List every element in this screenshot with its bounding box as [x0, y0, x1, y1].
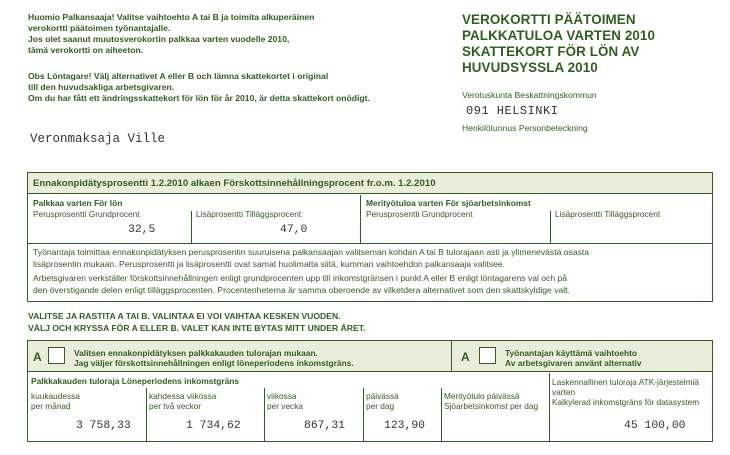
- personal-id-label: Henkilötunnus Personbeteckning: [462, 123, 588, 133]
- divider: [28, 243, 712, 244]
- income-limit-box: [27, 340, 713, 442]
- option-a-checkbox[interactable]: [48, 347, 65, 364]
- notice-line: Om du har fått ett ändringsskattekort för lön för år 2010, är detta skattekort onödigt.: [28, 93, 370, 103]
- explanation-line: lisäprosentin mukaan. Perusprosentti ja lisäprosentti ovat samat huolimatta siitä, kumman vaihtoehdon palkansaaja valitsee.: [33, 259, 505, 269]
- withholding-box: [27, 172, 713, 302]
- atk-limit-label: Laskennallinen tuloraja ATK-järjestelmiä varten Kalkylerad inkomstgräns för datasystem: [552, 377, 700, 407]
- value-week: 867,31: [304, 420, 346, 432]
- explanation-line: Arbetsgivaren verkställer förskottsinnehållningen enligt grundprocenten upp till inkomstgränsen i punkt A eller B enligt löntagarens val och på: [33, 273, 568, 283]
- base-pct-value: 32,5: [128, 224, 156, 236]
- col-seafarer-day-label: Merityötulo päivässä Sjöarbetsinkomst per dag: [444, 391, 539, 411]
- value-day: 123,90: [384, 420, 426, 432]
- divider: [146, 388, 147, 441]
- col-two-weeks-label: kahdessa viikossa per två veckor: [149, 391, 217, 411]
- col-day-label: päivässä per dag: [366, 391, 399, 411]
- notice-line: Obs Löntagare! Välj alternativet A eller B och lämna skattekortet i original: [28, 71, 329, 81]
- income-limit-header: Palkkakauden tuloraja Löneperiodens inkomstgräns: [31, 376, 240, 386]
- base-pct-label: Perusprosentti Grundprocent: [33, 209, 140, 219]
- divider: [360, 195, 361, 243]
- notice-line: verokortti päätoimen työnantajalle.: [28, 23, 171, 33]
- divider: [549, 373, 550, 441]
- atk-limit-value: 45 100,00: [624, 420, 686, 432]
- notice-line: Huomio Palkansaaja! Valitse vaihtoehto A tai B ja toimita alkuperäinen: [28, 12, 315, 22]
- add-pct-label: Lisäprosentti Tilläggsprocent: [196, 209, 302, 219]
- option-b-letter: A: [461, 350, 470, 364]
- seafarer-base-label: Perusprosentti Grundprocent: [366, 209, 473, 219]
- notice-line: till den huvudsakliga arbetsgivaren.: [28, 82, 175, 92]
- instruction-swedish: VÄLJ OCH KRYSSA FÖR A ELLER B. VALET KAN INTE BYTAS MITT UNDER ÅRET.: [28, 323, 366, 333]
- notice-line: Jos olet saanut muutosverokortin palkkaa varten vuodelle 2010,: [28, 34, 290, 44]
- document-title: VEROKORTTI PÄÄTOIMEN PALKKATULOA VARTEN 2010 SKATTEKORT FÖR LÖN AV HUVUDSYSSLA 2010: [462, 12, 656, 75]
- option-b-text: Työnantajan käyttämä vaihtoehto Av arbetsgivaren använt alternativ: [505, 348, 642, 368]
- add-pct-value: 47,0: [280, 224, 308, 236]
- divider: [451, 341, 452, 372]
- notice-line: tämä verokortti on aiheeton.: [28, 45, 144, 55]
- divider: [550, 211, 551, 243]
- notice-finnish: [28, 12, 314, 56]
- tax-office-label: Verotuskunta Beskattningskommun: [462, 90, 597, 100]
- divider: [191, 211, 192, 243]
- instruction-finnish: VALITSE JA RASTITA A TAI B. VALINTAA EI VOI VAIHTAA KESKEN VUODEN.: [28, 311, 341, 321]
- divider: [441, 388, 442, 441]
- explanation-line: den överstigande delen enligt tilläggsprocenten. Procentenheterna är samma oberoende av vilketdera alternativet som den skattskyldige valt.: [33, 285, 570, 295]
- taxpayer-name: Veronmaksaja Ville: [30, 132, 166, 146]
- divider: [363, 388, 364, 441]
- seafarer-add-label: Lisäprosentti Tilläggsprocent: [555, 209, 661, 219]
- option-b-checkbox[interactable]: [479, 347, 496, 364]
- notice-swedish: [28, 71, 370, 104]
- option-a-letter: A: [33, 350, 42, 364]
- wage-header: Palkkaa varten För lön: [33, 198, 123, 208]
- option-a-text: Valitsen ennakonpidätyksen palkkakauden tulorajan mukaan. Jag väljer förskottsinnehållningen enligt löneperiodens inkomstgräns.: [74, 348, 354, 368]
- col-month-label: kuukaudessa per månad: [31, 391, 80, 411]
- withholding-header: Ennakonpidätysprosentti 1.2.2010 alkaen Förskottsinnehållningsprocent fr.o.m. 1.2.2010: [28, 173, 712, 194]
- divider: [264, 388, 265, 441]
- value-month: 3 758,33: [76, 420, 131, 432]
- col-week-label: viikossa per vecka: [267, 391, 303, 411]
- explanation-line: Työnantaja toimittaa ennakonpidätyksen perusprosentin suuruisena palkansaajan valitseman kohdan A tai B tulorajaan asti ja ylimenevästä osasta: [33, 247, 590, 257]
- value-two-weeks: 1 734,62: [186, 420, 241, 432]
- tax-office-value: 091 HELSINKI: [466, 104, 559, 118]
- seafarer-header: Merityötuloa varten För sjöarbetsinkomst: [366, 198, 531, 208]
